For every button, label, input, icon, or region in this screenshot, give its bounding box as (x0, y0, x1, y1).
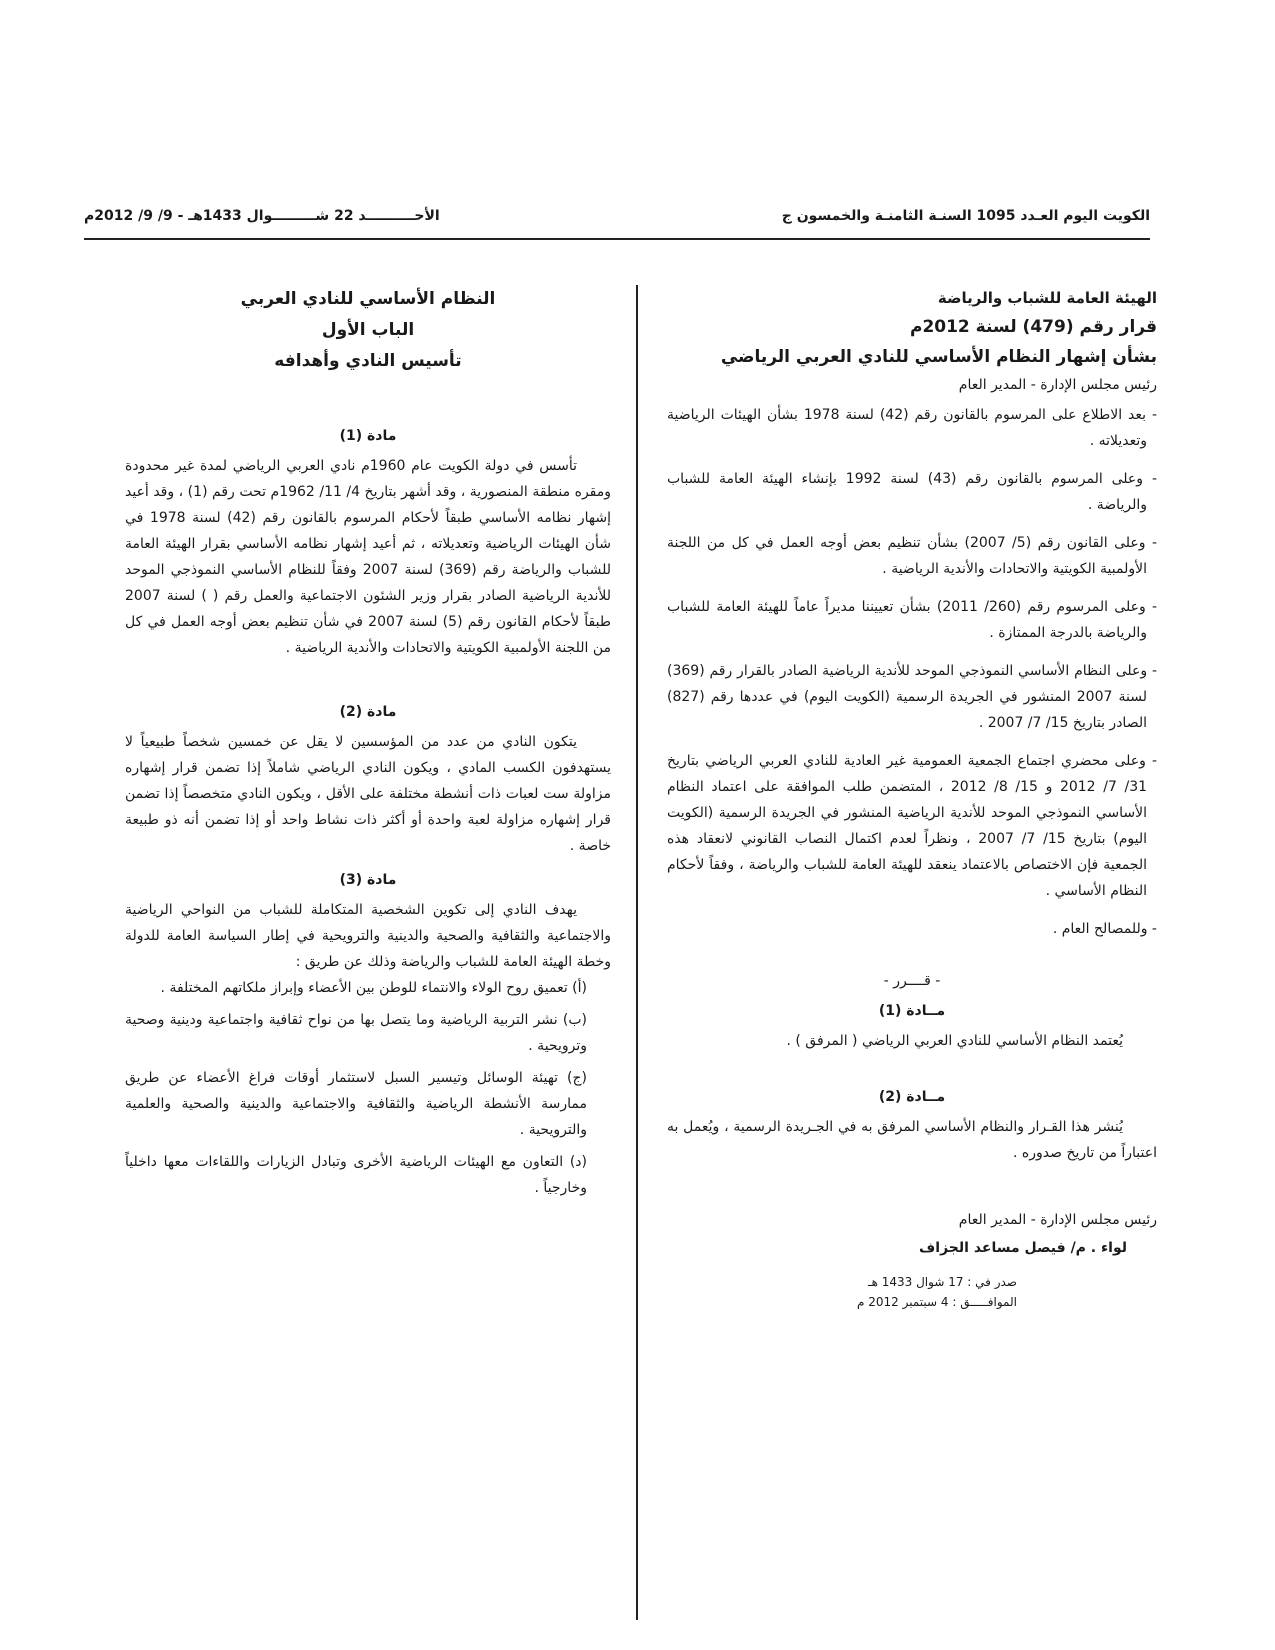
issue-dates (667, 1272, 1157, 1312)
bylaws-article-heading: مادة (3) (339, 872, 397, 888)
issued-gregorian-date: الموافـــــق : 4 سبتمبر 2012 م (856, 1295, 1017, 1309)
decided-heading: - قــــرر - (883, 973, 941, 989)
header-rule (84, 238, 1150, 240)
goal-item: (د) التعاون مع الهيئات الرياضية الأخرى وتبادل الزيارات واللقاءات معها داخلياً وخارجياً . (125, 1154, 587, 1196)
bylaws-article-heading: مادة (1) (339, 428, 397, 444)
decision-article-heading: مــادة (1) (878, 1003, 946, 1019)
decision-number: قرار رقم (479) لسنة 2012م (909, 317, 1157, 337)
bylaws-article-text: يتكون النادي من عدد من المؤسسين لا يقل عن خمسين شخصاً طبيعياً لا يستهدفون الكسب المادي ، ويكون النادي الرياضي شاملاً إذا تضمن قرار إشهاره مزاولة ست لعبات ذات أنشطة مختلفة على الأقل ، ويكون النادي متخصصاً إذا تضمن قرار إشهاره مزاولة لعبة واحدة أو أكثر ذات نشاط واحد أو إذا تضمن أنه ذو طبيعة خاصة . (125, 734, 611, 854)
issuing-authority: الهيئة العامة للشباب والرياضة (937, 289, 1157, 307)
bylaws-article-text: يهدف النادي إلى تكوين الشخصية المتكاملة للشباب من النواحي الرياضية والاجتماعية والثقافية والصحية والدينية والترويحية في إطار السياسة العامة للدولة وخطة الهيئة العامة للشباب والرياضة وذلك عن طريق : (125, 902, 611, 970)
chapter-subtitle: تأسيس النادي وأهدافه (274, 351, 462, 371)
header-date: الأحــــــــــد 22 شـــــــــوال 1433هـ - 9/ 9/ 2012م (84, 208, 440, 224)
preamble-list (667, 402, 1157, 942)
preamble-item: - وعلى القانون رقم (5/ 2007) بشأن تنظيم بعض أوجه العمل في كل من اللجنة الأولمبية الكويتية والاتحادات والأندية الرياضية . (667, 535, 1158, 577)
page-header (84, 199, 1150, 233)
decision-column (667, 284, 1157, 1312)
decision-article-heading: مــادة (2) (878, 1089, 946, 1105)
goal-item: (ج) تهيئة الوسائل وتيسير السبل لاستثمار أوقات فراغ الأعضاء عن طريق ممارسة الأنشطة الرياضية والثقافية والاجتماعية والدينية والصحية والعلمية والترويحية . (125, 1070, 587, 1138)
bylaws-article-heading: مادة (2) (339, 704, 397, 720)
goal-item: (ب) نشر التربية الرياضية وما يتصل بها من نواح ثقافية واجتماعية ودينية وصحية وترويحية . (125, 1012, 587, 1054)
decision-subject: بشأن إشهار النظام الأساسي للنادي العربي الرياضي (720, 347, 1157, 367)
signature-name: لواء . م/ فيصل مساعد الجزاف (919, 1240, 1127, 1256)
preamble-item: - وعلى النظام الأساسي النموذجي الموحد للأندية الرياضية الصادر بالقرار رقم (369) لسنة 2007 المنشور في الجريدة الرسمية (الكويت اليوم) في عددها رقم (827) الصادر بتاريخ 15/ 7/ 2007 . (667, 663, 1157, 731)
chapter-title: الباب الأول (321, 320, 415, 340)
preamble-item: - وللمصالح العام . (1052, 921, 1157, 937)
decision-article-text: يُعتمد النظام الأساسي للنادي العربي الرياضي ( المرفق ) . (786, 1033, 1123, 1049)
goal-item: (أ) تعميق روح الولاء والانتماء للوطن بين الأعضاء وإبراز ملكاتهم المختلفة . (160, 980, 587, 996)
preamble-item: - وعلى المرسوم بالقانون رقم (43) لسنة 1992 بإنشاء الهيئة العامة للشباب والرياضة . (667, 471, 1157, 513)
bylaws-article-text: تأسس في دولة الكويت عام 1960م نادي العربي الرياضي لمدة غير محدودة ومقره منطقة المنصورية ، وقد أشهر بتاريخ 4/ 11/ 1962م تحت رقم (1) ، وقد أعيد إشهار نظامه الأساسي طبقاً لأحكام المرسوم بالقانون رقم (42) لسنة 1978 في شأن الهيئات الرياضية وتعديلاته ، ثم أعيد إشهار نظامه الأساسي بقرار الهيئة العامة للشباب والرياضة رقم (369) لسنة 2007 وفقاً للنظام الأساسي النموذجي الموحد للأندية الرياضية الصادر بقرار وزير الشئون الاجتماعية والعمل رقم ( ) لسنة 2007 طبقاً لأحكام القانون رقم (5) لسنة 2007 في شأن تنظيم بعض أوجه العمل في كل من اللجنة الأولمبية الكويتية والاتحادات والأندية الرياضية . (125, 458, 612, 656)
preamble-item: - بعد الاطلاع على المرسوم بالقانون رقم (42) لسنة 1978 بشأن الهيئات الرياضية وتعديلاته . (667, 407, 1158, 449)
header-issue-info: الكويت اليوم العـدد 1095 السنـة الثامنـة والخمسون ج (781, 208, 1150, 224)
decision-signer-line: رئيس مجلس الإدارة - المدير العام (958, 377, 1157, 393)
decision-article-text: يُنشر هذا القـرار والنظام الأساسي المرفق به في الجـريدة الرسمية ، ويُعمل به اعتباراً من تاريخ صدوره . (667, 1119, 1157, 1161)
preamble-item: - وعلى محضري اجتماع الجمعية العمومية غير العادية للنادي العربي الرياضي بتاريخ 31/ 7/ 2012 و 15/ 8/ 2012 ، المتضمن طلب الموافقة على اعتماد النظام الأساسي النموذجي الموحد للأندية الرياضية المنشور في الجريدة الرسمية (الكويت اليوم) بتاريخ 15/ 7/ 2007 ، ونظراً لعدم اكتمال النصاب القانوني لانعقاد هذه الجمعية فإن الاختصاص بالاعتماد ينعقد للهيئة العامة للشباب والرياضة ، وفقاً لأحكام النظام الأساسي . (667, 753, 1157, 899)
bylaws-title: النظام الأساسي للنادي العربي (240, 289, 496, 309)
preamble-item: - وعلى المرسوم رقم (260/ 2011) بشأن تعييننا مديراً عاماً للهيئة العامة للشباب والرياضة بالدرجة الممتازة . (667, 599, 1158, 641)
issued-hijri-date: صدر في : 17 شوال 1433 هـ (868, 1275, 1017, 1289)
column-divider (636, 285, 638, 1620)
bylaws-column (125, 284, 611, 1207)
signature-title: رئيس مجلس الإدارة - المدير العام (958, 1212, 1157, 1228)
signature-block (667, 1206, 1157, 1262)
